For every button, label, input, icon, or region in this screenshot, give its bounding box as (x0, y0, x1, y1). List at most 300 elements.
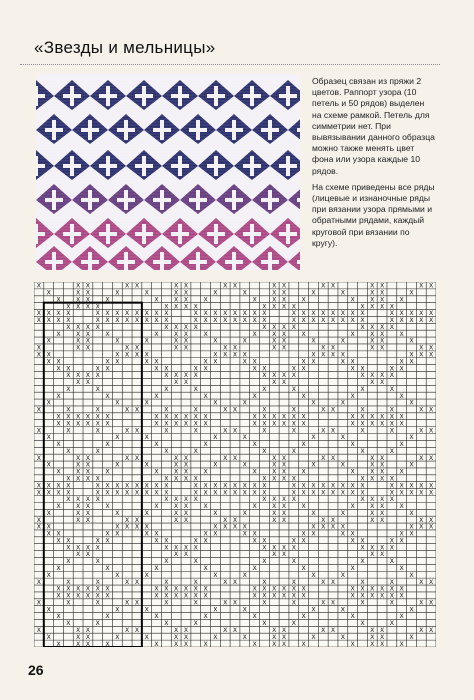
chart-cell-x: X (301, 317, 306, 325)
chart-cell-x: X (115, 461, 120, 469)
chart-cell-x: X (95, 599, 100, 607)
chart-cell-x: X (203, 392, 208, 400)
chart-cell-x: X (75, 475, 81, 483)
chart-cell-x: X (183, 592, 189, 600)
chart-cell-x: X (183, 303, 189, 311)
chart-cell-x: X (379, 330, 385, 338)
chart-cell-x: X (46, 289, 51, 297)
chart-cell-x: X (56, 365, 61, 373)
chart-cell-x: X (262, 585, 267, 593)
chart-cell-x: X (66, 544, 71, 552)
chart-cell-x: X (262, 620, 267, 628)
chart-cell-x: X (174, 475, 179, 483)
chart-cell-x: X (46, 633, 51, 641)
chart-cell-x: X (203, 317, 208, 325)
chart-cell-x: X (66, 413, 71, 421)
chart-cell-x: X (95, 372, 100, 380)
chart-cell-x: X (115, 337, 120, 345)
chart-cell-x: X (350, 310, 355, 318)
chart-cell-x: X (66, 537, 71, 545)
chart-cell-x: X (66, 599, 71, 607)
chart-cell-x: X (183, 330, 189, 338)
chart-cell-x: X (85, 282, 91, 290)
chart-cell-x: X (262, 558, 267, 566)
chart-cell-x: X (428, 282, 434, 290)
chart-cell-x: X (183, 640, 189, 647)
chart-cell-x: X (291, 578, 296, 586)
chart-cell-x: X (389, 323, 395, 331)
chart-cell-x: X (370, 461, 375, 469)
chart-cell-x: X (272, 379, 277, 387)
chart-cell-x: X (203, 296, 208, 304)
chart-cell-x: X (370, 475, 375, 483)
chart-cell-x: X (203, 489, 208, 497)
chart-cell-x: X (66, 372, 71, 380)
chart-cell-x: X (66, 323, 71, 331)
chart-cell-x: X (311, 310, 316, 318)
chart-cell-x: X (281, 509, 287, 517)
chart-cell-x: X (409, 482, 414, 490)
chart-cell-x: X (350, 441, 355, 449)
chart-cell-x: X (419, 427, 424, 435)
chart-cell-x: X (409, 289, 414, 297)
chart-cell-x: X (183, 289, 189, 297)
chart-cell-x: X (36, 516, 42, 524)
chart-cell-x: X (350, 358, 355, 366)
chart-cell-x: X (409, 530, 414, 538)
chart-cell-x: X (183, 551, 189, 559)
chart-cell-x: X (183, 475, 189, 483)
chart-cell-x: X (379, 303, 385, 311)
chart-cell-x: X (232, 310, 238, 318)
chart-cell-x: X (164, 420, 169, 428)
chart-cell-x: X (193, 592, 198, 600)
chart-cell-x: X (46, 399, 51, 407)
chart-cell-x: X (75, 323, 81, 331)
chart-cell-x: X (281, 475, 287, 483)
chart-cell-x: X (75, 626, 81, 634)
chart-cell-x: X (281, 496, 287, 504)
chart-cell-x: X (183, 461, 189, 469)
knitting-chart (34, 282, 436, 647)
chart-cell-x: X (125, 282, 130, 290)
chart-cell-x: X (213, 482, 218, 490)
chart-cell-x: X (125, 482, 130, 490)
chart-cell-x: X (213, 351, 218, 359)
chart-cell-x: X (419, 344, 424, 352)
chart-cell-x: X (174, 323, 179, 331)
chart-cell-x: X (350, 330, 355, 338)
chart-cell-x: X (193, 585, 198, 593)
chart-cell-x: X (262, 496, 267, 504)
chart-cell-x: X (232, 282, 238, 290)
chart-cell-x: X (262, 303, 267, 311)
chart-cell-x: X (252, 489, 257, 497)
chart-cell-x: X (232, 626, 238, 634)
chart-cell-x: X (291, 323, 296, 331)
chart-cell-x: X (330, 516, 336, 524)
chart-cell-x: X (311, 482, 316, 490)
chart-cell-x: X (46, 523, 51, 531)
chart-cell-x: X (95, 544, 100, 552)
chart-cell-x: X (203, 441, 208, 449)
chart-cell-x: X (428, 482, 434, 490)
chart-cell-x: X (164, 310, 169, 318)
chart-cell-x: X (193, 420, 198, 428)
chart-cell-x: X (419, 351, 424, 359)
chart-cell-x: X (105, 413, 110, 421)
chart-cell-x: X (164, 578, 169, 586)
chart-cell-x: X (340, 633, 345, 641)
chart-cell-x: X (262, 420, 267, 428)
chart-cell-x: X (321, 489, 326, 497)
chart-cell-x: X (174, 413, 179, 421)
chart-cell-x: X (125, 344, 130, 352)
chart-cell-x: X (154, 420, 159, 428)
chart-cell-x: X (183, 282, 189, 290)
pattern-description (312, 76, 436, 254)
chart-cell-x: X (223, 317, 228, 325)
chart-cell-x: X (75, 468, 81, 476)
chart-cell-x: X (134, 351, 140, 359)
chart-cell-x: X (56, 468, 61, 476)
chart-cell-x: X (242, 337, 247, 345)
chart-cell-x: X (125, 578, 130, 586)
chart-cell-x: X (105, 489, 110, 497)
chart-cell-x: X (370, 503, 375, 511)
chart-cell-x: X (281, 323, 287, 331)
chart-cell-x: X (281, 330, 287, 338)
chart-cell-x: X (164, 620, 169, 628)
chart-cell-x: X (164, 323, 169, 331)
chart-cell-x: X (272, 516, 277, 524)
chart-cell-x: X (85, 289, 91, 297)
chart-cell-x: X (95, 310, 100, 318)
chart-cell-x: X (281, 551, 287, 559)
chart-cell-x: X (311, 289, 316, 297)
chart-cell-x: X (85, 626, 91, 634)
chart-cell-x: X (291, 599, 296, 607)
chart-cell-x: X (262, 599, 267, 607)
chart-cell-x: X (428, 523, 434, 531)
chart-cell-x: X (272, 592, 277, 600)
chart-cell-x: X (350, 565, 355, 573)
chart-cell-x: X (340, 606, 345, 614)
chart-cell-x: X (419, 482, 424, 490)
chart-cell-x: X (85, 323, 91, 331)
chart-cell-x: X (115, 399, 120, 407)
chart-cell-x: X (75, 633, 81, 641)
chart-cell-x: X (95, 427, 100, 435)
chart-cell-x: X (370, 516, 375, 524)
chart-cell-x: X (399, 358, 404, 366)
chart-cell-x: X (85, 454, 91, 462)
chart-cell-x: X (164, 482, 169, 490)
chart-cell-x: X (85, 585, 91, 593)
chart-cell-x: X (154, 640, 159, 647)
chart-cell-x: X (360, 496, 365, 504)
chart-cell-x: X (85, 330, 91, 338)
chart-cell-x: X (66, 489, 71, 497)
chart-cell-x: X (46, 461, 51, 469)
chart-cell-x: X (291, 585, 296, 593)
chart-cell-x: X (125, 516, 130, 524)
chart-cell-x: X (46, 358, 51, 366)
chart-cell-x: X (252, 503, 257, 511)
chart-cell-x: X (144, 509, 149, 517)
chart-cell-x: X (193, 406, 198, 414)
chart-cell-x: X (85, 303, 91, 311)
chart-cell-x: X (311, 633, 316, 641)
chart-cell-x: X (75, 496, 81, 504)
chart-cell-x: X (95, 620, 100, 628)
chart-cell-x: X (154, 585, 159, 593)
chart-cell-x: X (301, 530, 306, 538)
chart-cell-x: X (262, 317, 267, 325)
chart-cell-x: X (272, 323, 277, 331)
chart-cell-x: X (75, 592, 81, 600)
chart-cell-x: X (291, 365, 296, 373)
chart-cell-x: X (291, 317, 296, 325)
chart-cell-x: X (330, 489, 336, 497)
chart-cell-x: X (370, 413, 375, 421)
chart-cell-x: X (301, 585, 306, 593)
chart-cell-x: X (370, 372, 375, 380)
chart-cell-x: X (350, 640, 355, 647)
chart-cell-x: X (340, 530, 345, 538)
chart-cell-x: X (399, 482, 404, 490)
chart-cell-x: X (330, 578, 336, 586)
chart-cell-x: X (379, 323, 385, 331)
chart-cell-x: X (409, 489, 414, 497)
chart-cell-x: X (379, 413, 385, 421)
chart-cell-x: X (389, 303, 395, 311)
chart-cell-x: X (56, 358, 61, 366)
chart-cell-x: X (36, 310, 42, 318)
chart-cell-x: X (56, 640, 61, 647)
chart-cell-x: X (409, 317, 414, 325)
chart-cell-x: X (75, 454, 81, 462)
chart-cell-x: X (360, 537, 365, 545)
chart-cell-x: X (379, 344, 385, 352)
chart-cell-x: X (223, 344, 228, 352)
chart-cell-x: X (56, 310, 61, 318)
chart-cell-x: X (360, 303, 365, 311)
chart-cell-x: X (370, 633, 375, 641)
chart-cell-x: X (213, 399, 218, 407)
chart-cell-x: X (389, 365, 395, 373)
chart-cell-x: X (164, 558, 169, 566)
chart-cell-x: X (379, 337, 385, 345)
chart-cell-x: X (46, 606, 51, 614)
chart-cell-x: X (105, 585, 110, 593)
chart-cell-x: X (183, 454, 189, 462)
chart-cell-x: X (75, 344, 81, 352)
chart-cell-x: X (340, 358, 345, 366)
chart-cell-x: X (75, 296, 81, 304)
chart-cell-x: X (95, 385, 100, 393)
chart-cell-x: X (75, 282, 81, 290)
chart-cell-x: X (399, 392, 404, 400)
chart-cell-x: X (115, 310, 120, 318)
chart-cell-x: X (340, 317, 345, 325)
chart-cell-x: X (389, 599, 395, 607)
chart-cell-x: X (272, 640, 277, 647)
chart-cell-x: X (311, 530, 316, 538)
chart-cell-x: X (134, 578, 140, 586)
chart-cell-x: X (311, 489, 316, 497)
chart-cell-x: X (321, 351, 326, 359)
chart-cell-x: X (85, 344, 91, 352)
chart-cell-x: X (232, 516, 238, 524)
chart-cell-x: X (262, 365, 267, 373)
chart-cell-x: X (183, 323, 189, 331)
chart-cell-x: X (85, 503, 91, 511)
chart-cell-x: X (56, 420, 61, 428)
chart-cell-x: X (144, 434, 149, 442)
chart-cell-x: X (399, 592, 404, 600)
chart-cell-x: X (399, 613, 404, 621)
chart-cell-x: X (75, 551, 81, 559)
chart-cell-x: X (213, 523, 218, 531)
chart-cell-x: X (56, 613, 61, 621)
chart-cell-x: X (360, 578, 365, 586)
chart-cell-x: X (203, 310, 208, 318)
chart-cell-x: X (134, 317, 140, 325)
chart-cell-x: X (144, 482, 149, 490)
chart-cell-x: X (389, 372, 395, 380)
chart-cell-x: X (213, 289, 218, 297)
chart-cell-x: X (183, 413, 189, 421)
chart-cell-x: X (370, 454, 375, 462)
chart-cell-x: X (389, 544, 395, 552)
chart-cell-x: X (242, 399, 247, 407)
chart-cell-x: X (360, 544, 365, 552)
chart-cell-x: X (409, 523, 414, 531)
chart-cell-x: X (105, 537, 110, 545)
chart-cell-x: X (311, 358, 316, 366)
chart-cell-x: X (262, 475, 267, 483)
chart-cell-x: X (174, 461, 179, 469)
chart-cell-x: X (46, 482, 51, 490)
chart-cell-x: X (183, 585, 189, 593)
chart-cell-x: X (379, 509, 385, 517)
chart-cell-x: X (301, 503, 306, 511)
chart-cell-x: X (389, 420, 395, 428)
chart-cell-x: X (56, 413, 61, 421)
chart-cell-x: X (66, 317, 71, 325)
chart-cell-x: X (105, 503, 110, 511)
chart-cell-x: X (311, 461, 316, 469)
chart-cell-x: X (272, 626, 277, 634)
chart-cell-x: X (46, 530, 51, 538)
chart-cell-x: X (419, 516, 424, 524)
chart-cell-x: X (66, 578, 71, 586)
chart-cell-x: X (330, 406, 336, 414)
chart-cell-x: X (203, 482, 208, 490)
chart-cell-x: X (370, 330, 375, 338)
chart-cell-x: X (281, 379, 287, 387)
chart-cell-x: X (281, 344, 287, 352)
chart-cell-x: X (174, 337, 179, 345)
chart-cell-x: X (370, 420, 375, 428)
chart-cell-x: X (75, 461, 81, 469)
chart-cell-x: X (85, 509, 91, 517)
chart-cell-x: X (115, 571, 120, 579)
chart-cell-x: X (105, 482, 110, 490)
chart-cell-x: X (105, 565, 110, 573)
chart-cell-x: X (46, 351, 51, 359)
chart-cell-x: X (144, 523, 149, 531)
chart-cell-x: X (330, 344, 336, 352)
chart-cell-x: X (428, 310, 434, 318)
chart-cell-x: X (193, 310, 198, 318)
chart-cell-x: X (36, 406, 42, 414)
chart-cell-x: X (85, 475, 91, 483)
chart-cell-x: X (213, 317, 218, 325)
chart-cell-x: X (428, 626, 434, 634)
chart-cell-x: X (85, 468, 91, 476)
chart-cell-x: X (75, 420, 81, 428)
chart-cell-x: X (46, 317, 51, 325)
chart-cell-x: X (340, 489, 345, 497)
chart-cell-x: X (291, 592, 296, 600)
chart-cell-x: X (154, 468, 159, 476)
chart-cell-x: X (360, 558, 365, 566)
chart-cell-x: X (281, 461, 287, 469)
chart-cell-x: X (340, 509, 345, 517)
chart-cell-x: X (301, 392, 306, 400)
chart-cell-x: X (46, 337, 51, 345)
chart-cell-x: X (262, 482, 267, 490)
chart-cell-x: X (252, 585, 257, 593)
chart-cell-x: X (281, 303, 287, 311)
chart-cell-x: X (164, 496, 169, 504)
chart-cell-x: X (379, 592, 385, 600)
description-paragraph-1: Образец связан из пряжи 2 цветов. Раппорт узора (10 петель и 50 рядов) выделен на схеме рамкой. Петель для симметрии нет. При вывязывании данного образца можно также менять цвет фона или узора каждые 10 рядов. (312, 76, 435, 176)
chart-cell-x: X (85, 372, 91, 380)
chart-cell-x: X (281, 420, 287, 428)
chart-cell-x: X (223, 282, 228, 290)
chart-cell-x: X (174, 372, 179, 380)
chart-cell-x: X (115, 482, 120, 490)
chart-cell-x: X (36, 427, 42, 435)
chart-cell-x: X (154, 330, 159, 338)
chart-cell-x: X (232, 317, 238, 325)
chart-cell-x: X (95, 537, 100, 545)
chart-cell-x: X (291, 496, 296, 504)
chart-cell-x: X (389, 578, 395, 586)
chart-cell-x: X (291, 544, 296, 552)
chart-cell-x: X (105, 441, 110, 449)
chart-cell-x: X (144, 606, 149, 614)
chart-cell-x: X (272, 475, 277, 483)
chart-cell-x: X (174, 379, 179, 387)
chart-cell-x: X (75, 413, 81, 421)
chart-cell-x: X (321, 344, 326, 352)
chart-cell-x: X (115, 530, 120, 538)
chart-cell-x: X (223, 310, 228, 318)
chart-cell-x: X (56, 317, 61, 325)
chart-cell-x: X (262, 310, 267, 318)
chart-cell-x: X (183, 626, 189, 634)
chart-cell-x: X (232, 344, 238, 352)
chart-cell-x: X (379, 282, 385, 290)
chart-cell-x: X (203, 468, 208, 476)
chart-cell-x: X (409, 633, 414, 641)
chart-cell-x: X (389, 413, 395, 421)
chart-cell-x: X (174, 289, 179, 297)
